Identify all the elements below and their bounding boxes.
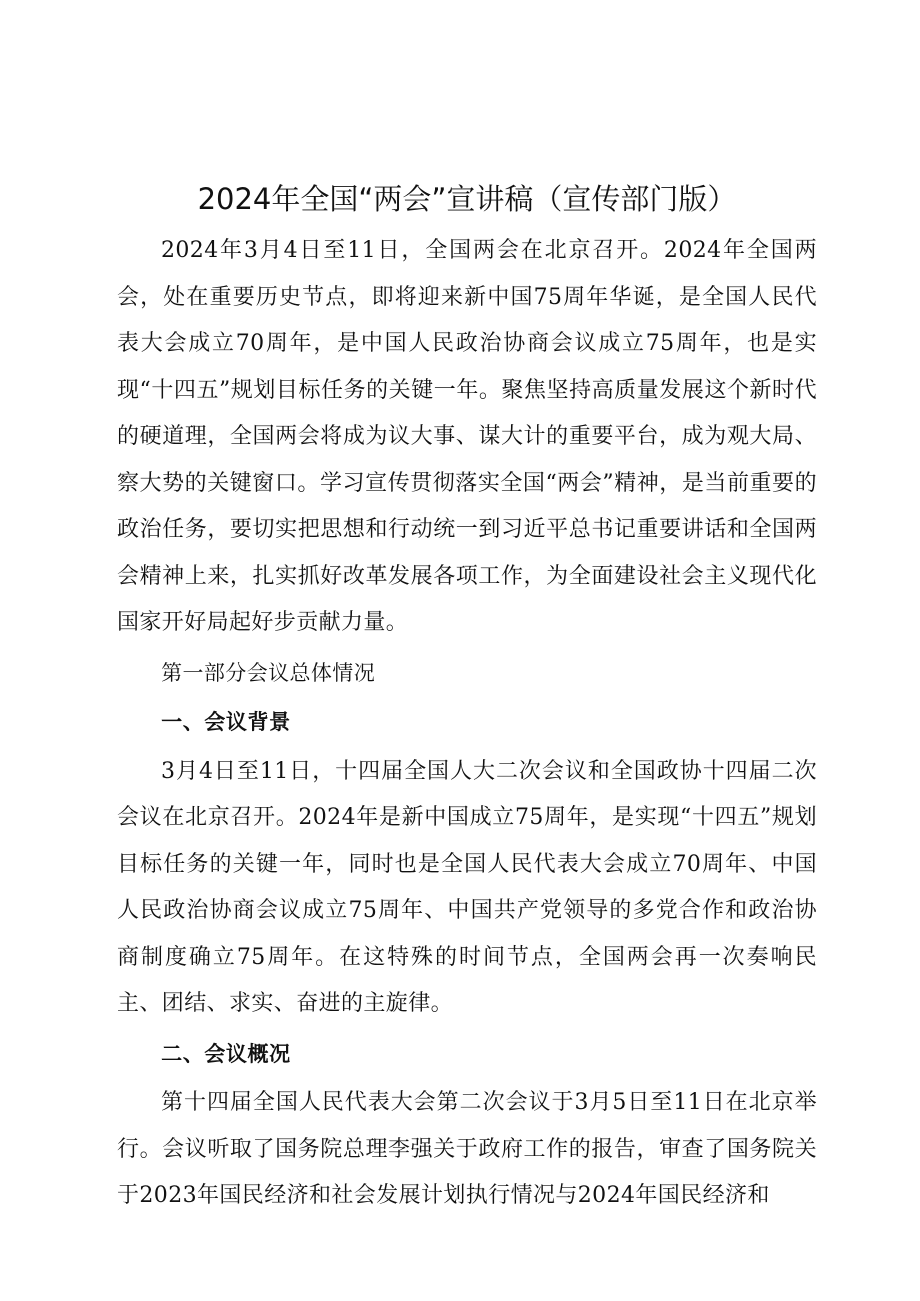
document-body [117, 176, 817, 1223]
section-overview-paragraph: 第十四届全国人民代表大会第二次会议于3月5日至11日在北京举行。会议听取了国务院总理李强关于政府工作的报告，审查了国务院关于2023年国民经济和社会发展计划执行情况与2024年国民经济和 [117, 1090, 817, 1208]
part-one-title: 第一部分会议总体情况 [161, 660, 376, 685]
section-background-paragraph: 3月4日至11日，十四届全国人大二次会议和全国政协十四届二次会议在北京召开。2024年是新中国成立75周年，是实现“十四五”规划目标任务的关键一年，同时也是全国人民代表大会成立70周年、中国人民政治协商会议成立75周年、中国共产党领导的多党合作和政治协商制度确立75周年。在这特殊的时间节点，全国两会再一次奏响民主、团结、求实、奋进的主旋律。 [117, 758, 817, 1016]
intro-paragraph: 2024年3月4日至11日，全国两会在北京召开。2024年全国两会，处在重要历史节点，即将迎来新中国75周年华诞，是全国人民代表大会成立70周年，是中国人民政治协商会议成立75周年，也是实现“十四五”规划目标任务的关键一年。聚焦坚持高质量发展这个新时代的硬道理，全国两会将成为议大事、谋大计的重要平台，成为观大局、察大势的关键窗口。学习宣传贯彻落实全国“两会”精神，是当前重要的政治任务，要切实把思想和行动统一到习近平总书记重要讲话和全国两会精神上来，扎实抓好改革发展各项工作，为全面建设社会主义现代化国家开好局起好步贡献力量。 [117, 238, 817, 635]
section-heading-background: 一、会议背景 [161, 710, 291, 734]
section-heading-overview: 二、会议概况 [161, 1041, 291, 1066]
document-title: 2024年全国“两会”宣讲稿（宣传部门版） [197, 182, 737, 216]
